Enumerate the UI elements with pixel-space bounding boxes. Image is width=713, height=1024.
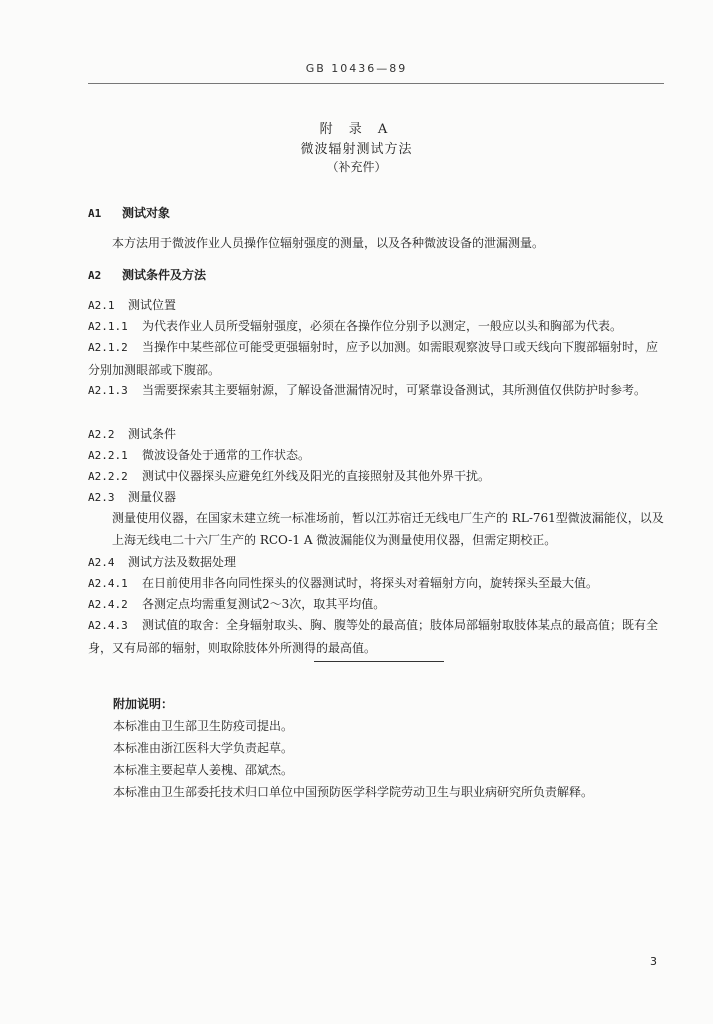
section-number: A2.2.1 <box>88 449 128 462</box>
section-a2-4-1 <box>88 572 666 595</box>
standard-code-header: GB 10436—89 <box>305 62 408 75</box>
section-title: 测试条件及方法 <box>122 268 207 282</box>
header-rule <box>88 83 664 84</box>
appendix-label: 附 录 A <box>319 122 394 137</box>
section-a2-1-heading <box>88 294 666 317</box>
notes-line: 本标准主要起草人姜槐、邵斌杰。 <box>113 763 294 777</box>
section-title: 测试位置 <box>128 298 177 312</box>
section-a1-heading <box>88 202 666 225</box>
notes-line: 本标准由卫生部委托技术归口单位中国预防医学科学院劳动卫生与职业病研究所负责解释。 <box>113 785 594 799</box>
section-a2-heading <box>88 264 666 287</box>
section-number: A2.1 <box>88 299 115 312</box>
section-a2-4-2 <box>88 593 666 616</box>
end-rule <box>314 661 444 662</box>
section-text: 微波设备处于通常的工作状态。 <box>142 448 311 462</box>
section-text: 当操作中某些部位可能受更强辐射时，应予以加测。如需眼观察波导口或天线向下腹部辐射时，应分别加测眼部或下腹部。 <box>88 340 659 377</box>
section-text: 当需要探索其主要辐射源，了解设备泄漏情况时，可紧靠设备测试，其所测值仅供防护时参考。 <box>142 383 647 397</box>
section-title: 测试对象 <box>122 206 171 220</box>
section-number: A2.3 <box>88 491 115 504</box>
section-a2-4-heading <box>88 551 666 574</box>
notes-heading: 附加说明： <box>113 697 174 711</box>
section-number: A2.1.1 <box>88 320 128 333</box>
section-a2-1-3 <box>88 379 666 402</box>
section-number: A1 <box>88 207 102 220</box>
section-a2-3-heading <box>88 486 666 509</box>
section-number: A2.2.2 <box>88 470 128 483</box>
section-text: 测试中仪器探头应避免红外线及阳光的直接照射及其他外界干扰。 <box>142 469 491 483</box>
section-number: A2.2 <box>88 428 115 441</box>
section-a2-4-3 <box>88 614 666 659</box>
appendix-note: （补充件） <box>326 160 387 174</box>
section-number: A2.1.2 <box>88 341 128 354</box>
section-number: A2.4.1 <box>88 577 128 590</box>
section-number: A2.4.2 <box>88 598 128 611</box>
appendix-title: 微波辐射测试方法 <box>300 142 413 157</box>
section-text: 各测定点均需重复测试2～3次，取其平均值。 <box>142 597 386 611</box>
section-text: 测试值的取舍：全身辐射取头、胸、腹等处的最高值；肢体局部辐射取肢体某点的最高值；既有全身，又有局部的辐射，则取除肢体外所测得的最高值。 <box>88 618 659 655</box>
section-a2-3-text: 测量使用仪器，在国家未建立统一标准场前，暂以江苏宿迁无线电厂生产的 RL-761型微波漏能仪，以及上海无线电二十六厂生产的 RCO-1 A 微波漏能仪为测量使用仪器，但需定期校正。 <box>112 511 664 547</box>
section-a2-1-2 <box>88 336 666 381</box>
section-a2-2-2 <box>88 465 666 488</box>
section-number: A2 <box>88 269 102 282</box>
section-title: 测量仪器 <box>128 490 177 504</box>
section-text: 为代表作业人员所受辐射强度，必须在各操作位分别予以测定，一般应以头和胸部为代表。 <box>142 319 623 333</box>
section-a2-2-heading <box>88 423 666 446</box>
additional-notes <box>113 693 593 803</box>
section-number: A2.4.3 <box>88 619 128 632</box>
section-text: 在日前使用非各向同性探头的仪器测试时，将探头对着辐射方向，旋转探头至最大值。 <box>142 576 599 590</box>
page-number: 3 <box>650 955 657 968</box>
section-a2-2-1 <box>88 444 666 467</box>
section-a1-text: 本方法用于微波作业人员操作位辐射强度的测量，以及各种微波设备的泄漏测量。 <box>112 236 545 250</box>
notes-line: 本标准由卫生部卫生防疫司提出。 <box>113 719 294 733</box>
section-title: 测试方法及数据处理 <box>128 555 237 569</box>
section-a2-1-1 <box>88 315 666 338</box>
section-number: A2.1.3 <box>88 384 128 397</box>
section-number: A2.4 <box>88 556 115 569</box>
notes-line: 本标准由浙江医科大学负责起草。 <box>113 741 294 755</box>
section-title: 测试条件 <box>128 427 177 441</box>
